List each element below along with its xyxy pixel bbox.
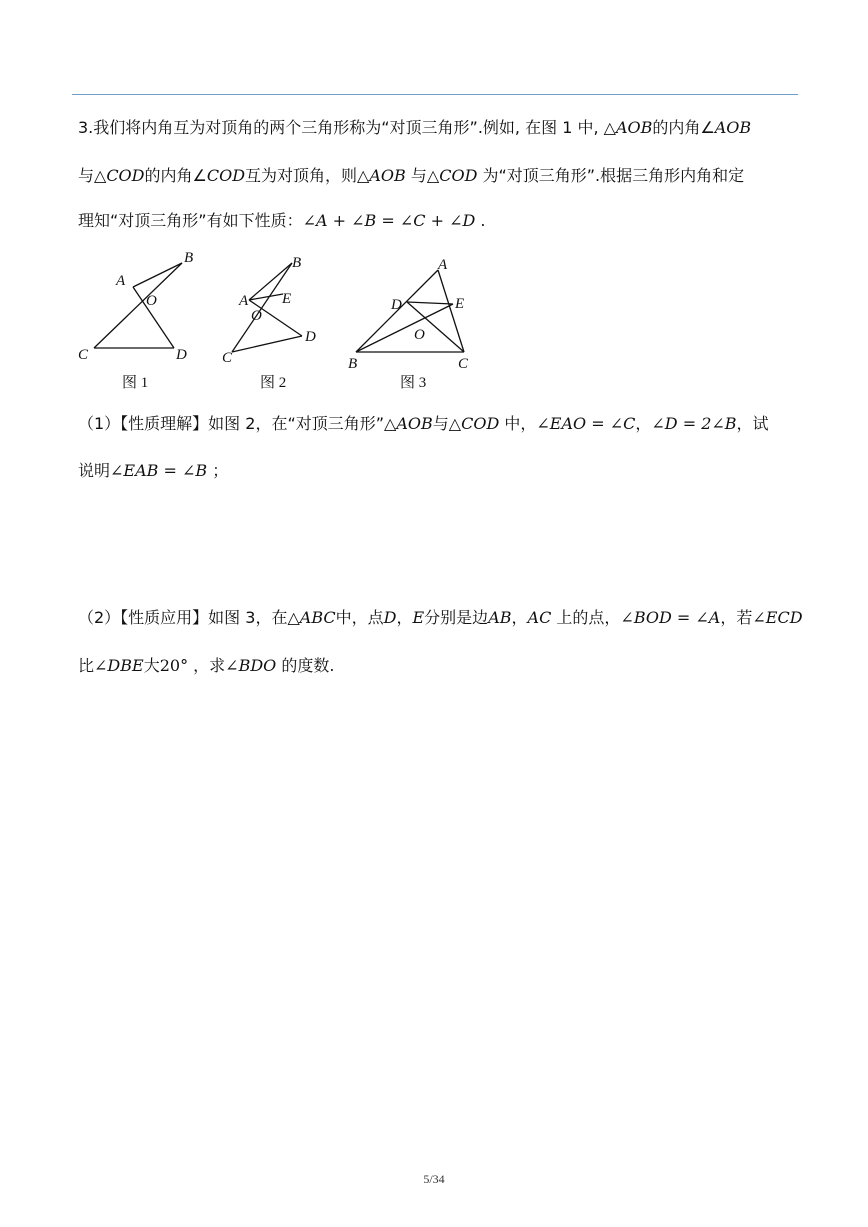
label-A: A <box>116 273 126 289</box>
math: E <box>412 608 425 627</box>
label-A: A <box>239 293 249 309</box>
text: . <box>475 211 486 230</box>
label-D: D <box>391 297 402 313</box>
text: 上的点， <box>551 608 621 627</box>
math: COD <box>206 166 246 185</box>
text: 的内角∠ <box>144 166 207 185</box>
figure-2-diagram <box>222 248 332 393</box>
part-2-line-1 <box>78 608 803 628</box>
text: ，求 <box>188 656 226 675</box>
figure-1-diagram <box>76 248 206 393</box>
text: 大 <box>143 656 160 675</box>
text: 3.我们将内角互为对顶角的两个三角形称为“对顶三角形”.例如, 在图 1 中, △ <box>78 118 616 137</box>
label-D: D <box>305 329 316 345</box>
figure-2 <box>222 248 332 397</box>
math: ∠EAO = ∠C <box>536 414 636 433</box>
part-1-line-2 <box>78 461 798 481</box>
text: ； <box>207 461 229 480</box>
figure-1-caption: 图 1 <box>122 375 149 391</box>
text: 中，点 <box>335 608 384 627</box>
segment-BE <box>356 304 453 352</box>
text: ，试 <box>736 414 769 433</box>
text: （1）【性质理解】如图 2，在“对顶三角形”△ <box>78 414 397 433</box>
page-number: 5/34 <box>423 1172 445 1186</box>
math: AB <box>488 608 512 627</box>
math: D <box>383 608 397 627</box>
label-O: O <box>414 327 425 343</box>
text: 的内角∠ <box>652 118 715 137</box>
problem-line-3 <box>78 211 798 231</box>
text: 比 <box>78 656 95 675</box>
text: 与△ <box>432 414 462 433</box>
label-E: E <box>455 296 465 312</box>
label-C: C <box>222 350 233 366</box>
text: 中， <box>499 414 537 433</box>
text: 理知“对顶三角形”有如下性质： <box>78 211 303 230</box>
math: ∠BOD = ∠A <box>620 608 721 627</box>
label-B: B <box>292 255 302 271</box>
label-O: O <box>146 293 157 309</box>
label-B: B <box>348 356 358 372</box>
math: COD <box>461 414 500 433</box>
figure-3-diagram <box>344 248 484 393</box>
math: AOB <box>714 118 752 137</box>
math: COD <box>439 166 478 185</box>
segment-AB <box>133 263 182 287</box>
label-B: B <box>184 250 194 266</box>
label-E: E <box>282 291 292 307</box>
figure-3-caption: 图 3 <box>400 375 427 391</box>
text: 分别是边 <box>424 608 489 627</box>
label-C: C <box>78 347 89 363</box>
math: ABC <box>299 608 336 627</box>
text: ， <box>635 414 652 433</box>
figure-3 <box>344 248 484 397</box>
figure-2-caption: 图 2 <box>260 375 287 391</box>
part-2-line-2 <box>78 656 798 676</box>
math: ∠D = 2∠B <box>651 414 737 433</box>
text: 与△ <box>405 166 440 185</box>
math: COD <box>106 166 145 185</box>
math: AOB <box>396 414 433 433</box>
label-A: A <box>438 257 448 273</box>
math: ∠BDO <box>225 656 277 675</box>
problem-line-2 <box>78 166 798 186</box>
text: ， <box>396 608 413 627</box>
math: ∠ECD <box>752 608 803 627</box>
math: ∠A + ∠B = ∠C + ∠D <box>302 211 476 230</box>
text: 与△ <box>78 166 107 185</box>
text: 说明 <box>78 461 111 480</box>
segment-BC <box>94 263 182 348</box>
segment-DE <box>407 302 453 304</box>
math: 20° <box>159 656 189 675</box>
header-rule <box>72 94 798 95</box>
text: ， <box>511 608 528 627</box>
text: （2）【性质应用】如图 3，在△ <box>78 608 300 627</box>
label-O: O <box>251 308 262 324</box>
math: AC <box>527 608 552 627</box>
text: 为“对顶三角形”.根据三角形内角和定 <box>477 166 745 185</box>
text: ，若 <box>720 608 753 627</box>
label-D: D <box>176 347 187 363</box>
figure-1 <box>76 248 206 397</box>
part-1-line-1 <box>78 414 798 434</box>
problem-line-1 <box>78 118 798 138</box>
label-C: C <box>458 356 469 372</box>
math: AOB <box>369 166 406 185</box>
math: ∠EAB = ∠B <box>110 461 208 480</box>
text: 互为对顶角，则△ <box>245 166 370 185</box>
text: 的度数. <box>276 656 335 675</box>
math: AOB <box>615 118 653 137</box>
math: ∠DBE <box>94 656 144 675</box>
segment-CD <box>232 336 302 352</box>
